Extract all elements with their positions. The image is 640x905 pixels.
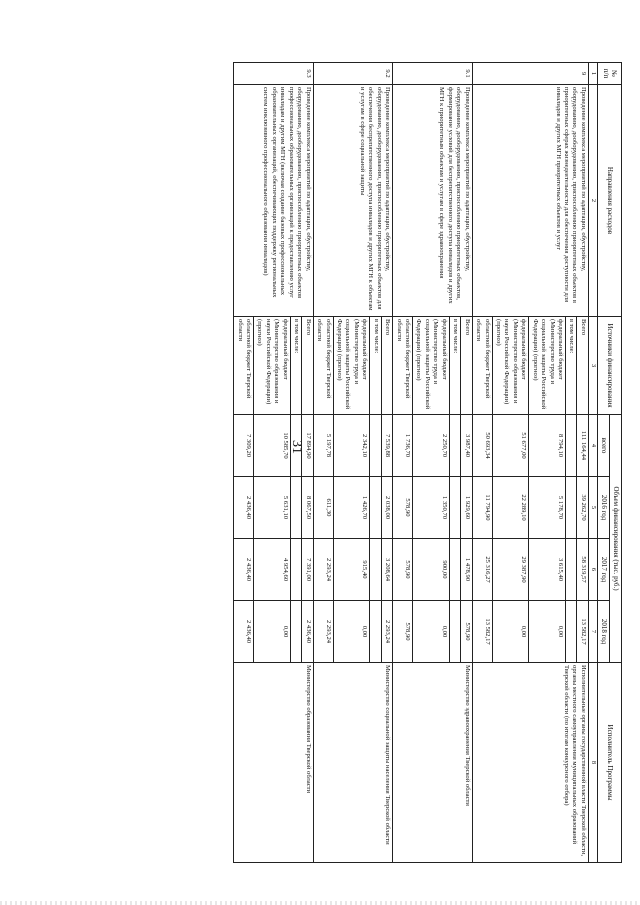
column-index: 1 [588, 63, 597, 85]
amount-2018: 2 436,40 [302, 601, 313, 663]
header-sources: Источники финансирования [598, 317, 622, 415]
column-index: 3 [588, 317, 597, 415]
table-row [461, 63, 472, 863]
funding-source: областной бюджет Тверской области [472, 317, 492, 415]
row-number: 9.2 [313, 63, 393, 85]
amount-2017: 2 436,40 [234, 539, 254, 601]
funding-source: в том числе: [566, 317, 577, 415]
row-number: 9.1 [393, 63, 473, 85]
row-number: 9.3 [234, 63, 314, 85]
amount-2017: 3 615,40 [529, 539, 566, 601]
amount-2016: 2 038,00 [381, 477, 392, 539]
amount-2018: 13 582,17 [577, 601, 588, 663]
funding-source: Всего [461, 317, 472, 415]
amount-2017: 915,40 [333, 539, 370, 601]
amount-total: 50 693,34 [472, 415, 492, 477]
funding-source: федеральный бюджет (Министерство труда и социальной защиты Российской Федерации) (прогноз) [529, 317, 566, 415]
funding-source: федеральный бюджет (Министерство труда и социальной защиты Российской Федерации) (прогноз) [413, 317, 450, 415]
amount-2018: 0,00 [413, 601, 450, 663]
funding-source: областной бюджет Тверской области [313, 317, 333, 415]
amount-2017: 578,90 [393, 539, 413, 601]
amount-2018: 578,90 [393, 601, 413, 663]
amount-2016: 5 631,10 [254, 477, 291, 539]
column-index: 8 [588, 663, 597, 863]
column-index-row [588, 63, 597, 863]
amount-2018: 2 436,40 [234, 601, 254, 663]
amount-2017: 58 319,57 [577, 539, 588, 601]
amount-2017: 900,00 [413, 539, 450, 601]
amount-2018: 0,00 [492, 601, 529, 663]
funding-source: в том числе: [449, 317, 460, 415]
expense-direction: Проведение комплекса мероприятий по адаптации, обустройству, оборудованию, дооборудованию, приспособлению приоритетных объектов в приоритетных сферах жизнедеятельности для обеспечения доступности для инвалидов и других МГН приоритетных объектов и услуг [472, 85, 588, 317]
amount-2017: 2 293,24 [313, 539, 333, 601]
amount-2018: 0,00 [529, 601, 566, 663]
expense-direction: Проведение комплекса мероприятий по адаптации, обустройству, оборудованию, дооборудованию, приспособлению приоритетных объектов для обеспечения беспрепятственного доступа инвалидов и других МГН к объектам и услугам в сфере социальной защиты [313, 85, 393, 317]
column-index: 5 [588, 477, 597, 539]
amount-total: 2 250,70 [413, 415, 450, 477]
amount-2016: 1 426,70 [333, 477, 370, 539]
amount-2016: 1 350,70 [413, 477, 450, 539]
amount-2017: 25 316,27 [472, 539, 492, 601]
table-body [234, 63, 589, 863]
amount-total: 17 894,90 [302, 415, 313, 477]
scan-edge [0, 901, 640, 905]
table-row [381, 63, 392, 863]
column-index: 2 [588, 85, 597, 317]
expense-direction: Проведение комплекса мероприятий по адаптации, обустройству, оборудованию, дооборудованию, приспособлению приоритетных объектов, формирование условий для беспрепятственного доступа инвалидов и других МГН к приоритетным объектам и услугам в сфере здравоохранения [393, 85, 473, 317]
amount-2016: 2 436,40 [234, 477, 254, 539]
funding-source: в том числе: [290, 317, 301, 415]
amount-2018: 2 293,24 [313, 601, 333, 663]
amount-2016 [290, 477, 301, 539]
amount-2017: 7 391,00 [302, 539, 313, 601]
column-index: 4 [588, 415, 597, 477]
header-num: № п/п [598, 63, 622, 85]
amount-2018 [566, 601, 577, 663]
funding-source: федеральный бюджет (Министерство труда и социальной защиты Российской Федерации) (прогноз) [333, 317, 370, 415]
amount-2016: 5 178,70 [529, 477, 566, 539]
amount-2017 [290, 539, 301, 601]
amount-2016: 22 289,10 [492, 477, 529, 539]
expense-direction: Проведение комплекса мероприятий по адаптации, обустройству, оборудованию, дооборудованию, приспособлению приоритетных объектов профессиональных образовательных организаций к предоставлению услуг инвалидам и другим МГН (включая создание базовых профессиональных образовательных организаций, обеспечивающих поддержку региональных систем инклюзивного профессионального образования инвалидов) [234, 85, 314, 317]
program-executor: Министерство образования Тверской области [234, 663, 314, 863]
amount-total: 51 677,00 [492, 415, 529, 477]
amount-2017: 29 387,90 [492, 539, 529, 601]
amount-2018: 578,90 [461, 601, 472, 663]
amount-2016 [370, 477, 381, 539]
amount-2017: 4 954,60 [254, 539, 291, 601]
header-volume: Объем финансирования (тыс. руб.) [610, 415, 622, 663]
row-number: 9 [472, 63, 588, 85]
funding-source: областной бюджет Тверской области [234, 317, 254, 415]
column-index: 6 [588, 539, 597, 601]
funding-source: федеральный бюджет (Министерство образования и науки Российской Федерации) (прогноз) [492, 317, 529, 415]
funding-source: Всего [302, 317, 313, 415]
amount-2018: 13 582,17 [472, 601, 492, 663]
header-direction: Направления расходов [598, 85, 622, 317]
amount-2018 [449, 601, 460, 663]
amount-2018 [290, 601, 301, 663]
amount-2016: 8 067,50 [302, 477, 313, 539]
amount-2016: 1 929,60 [461, 477, 472, 539]
header-executor: Исполнитель Программы [598, 663, 622, 863]
header-2016: 2016 год [598, 477, 610, 539]
amount-total: 7 539,88 [381, 415, 392, 477]
amount-total: 10 585,70 [254, 415, 291, 477]
amount-total [370, 415, 381, 477]
funding-source: Всего [577, 317, 588, 415]
amount-2018: 0,00 [333, 601, 370, 663]
header-2018: 2018 год [598, 601, 610, 663]
amount-total [566, 415, 577, 477]
amount-2018: 2 293,24 [381, 601, 392, 663]
amount-2017 [370, 539, 381, 601]
funding-source: областной бюджет Тверской области [393, 317, 413, 415]
program-executor: Исполнительные органы государственной власти Тверской области, органы местного самоуправления муниципальных образований Тверской области (по итогам конкурсного отбора) [472, 663, 588, 863]
amount-2017: 1 478,90 [461, 539, 472, 601]
amount-2017 [449, 539, 460, 601]
rotated-table-wrapper [82, 62, 622, 862]
funding-source: в том числе: [370, 317, 381, 415]
funding-source: федеральный бюджет (Министерство образования и науки Российской Федерации) (прогноз) [254, 317, 291, 415]
amount-total: 1 736,70 [393, 415, 413, 477]
amount-total: 3 987,40 [461, 415, 472, 477]
amount-2016 [449, 477, 460, 539]
table-row [577, 63, 588, 863]
amount-2016: 611,30 [313, 477, 333, 539]
table-row [302, 63, 313, 863]
amount-2018: 0,00 [254, 601, 291, 663]
amount-2016: 578,90 [393, 477, 413, 539]
amount-total: 7 309,20 [234, 415, 254, 477]
amount-2016: 11 794,90 [472, 477, 492, 539]
amount-2018 [370, 601, 381, 663]
amount-2016 [566, 477, 577, 539]
amount-total: 8 794,10 [529, 415, 566, 477]
amount-total: 2 342,10 [333, 415, 370, 477]
amount-total: 5 197,78 [313, 415, 333, 477]
financing-table [233, 62, 622, 863]
amount-total [290, 415, 301, 477]
program-executor: Министерство здравоохранения Тверской области [393, 663, 473, 863]
header-2017: 2017 год [598, 539, 610, 601]
column-index: 7 [588, 601, 597, 663]
amount-total: 111 164,44 [577, 415, 588, 477]
amount-2017 [566, 539, 577, 601]
program-executor: Министерство социальной защиты населения Тверской области [313, 663, 393, 863]
amount-2016: 39 262,70 [577, 477, 588, 539]
amount-total [449, 415, 460, 477]
funding-source: Всего [381, 317, 392, 415]
amount-2017: 3 208,64 [381, 539, 392, 601]
page-number: 31 [289, 440, 304, 454]
header-total: всего [598, 415, 610, 477]
